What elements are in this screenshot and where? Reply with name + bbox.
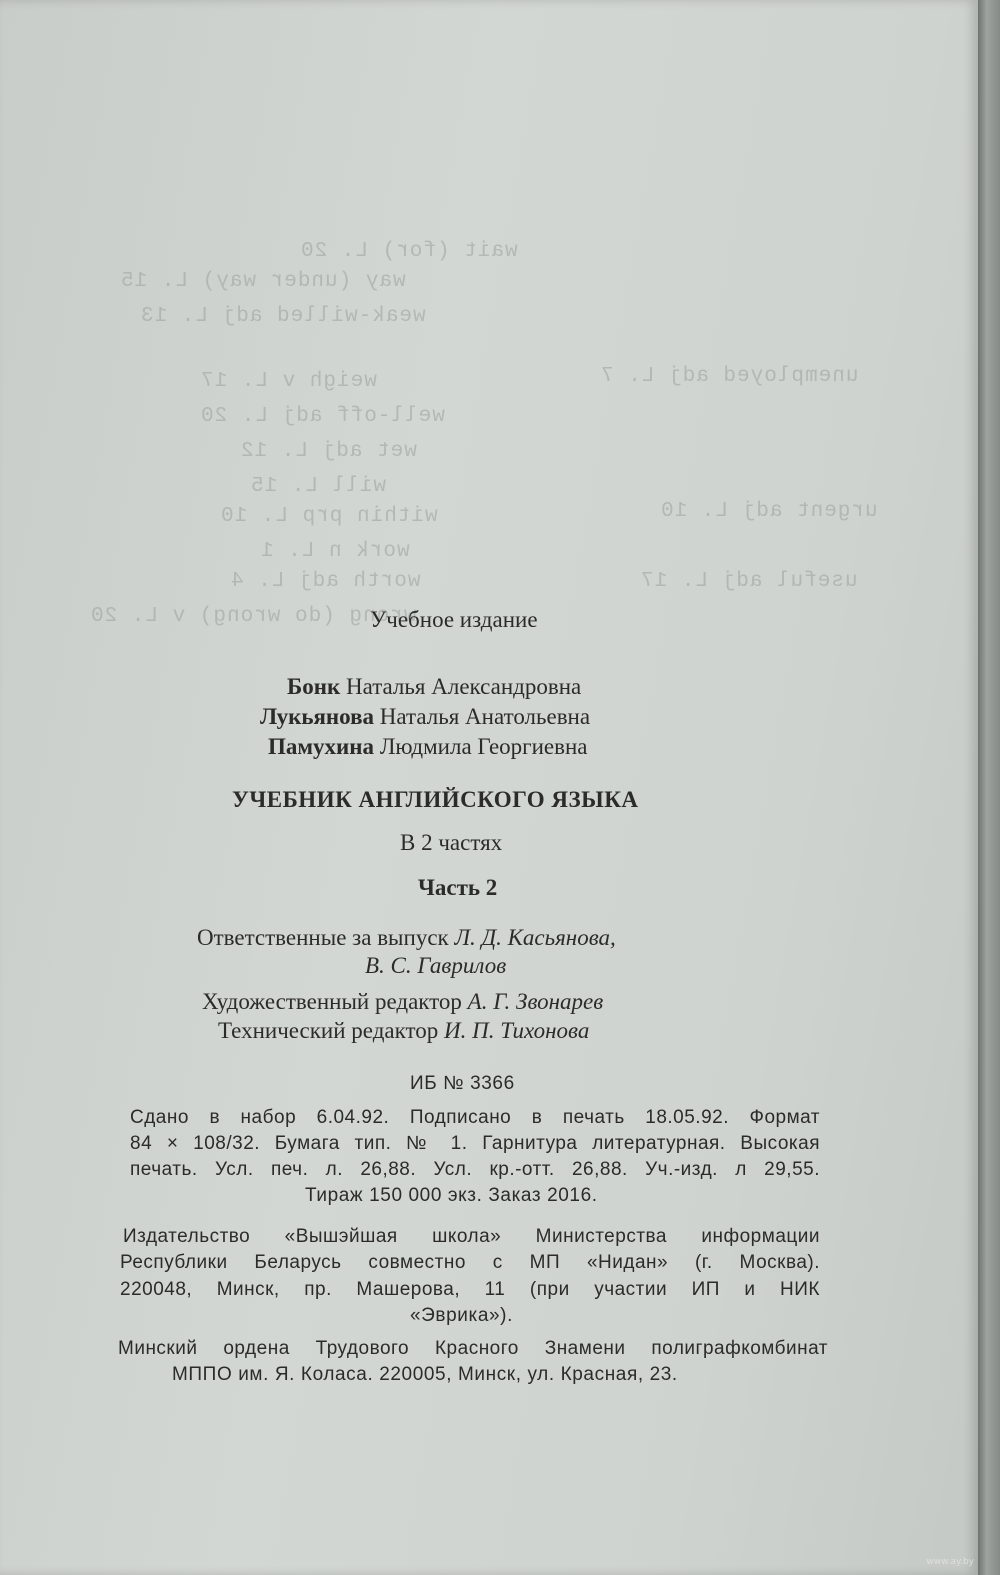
responsible-person: Л. Д. Касьянова, (454, 925, 616, 950)
parts-note: В 2 частях (400, 830, 503, 855)
show-through-text: will L. 15 (250, 475, 387, 498)
responsible-person: В. С. Гаврилов (365, 953, 507, 978)
page-edge (978, 0, 1000, 1575)
author-names: Наталья Александровна (345, 674, 582, 699)
author-names: Людмила Георгиевна (379, 734, 588, 759)
author-1 (287, 674, 581, 700)
show-through-text: way (under way) L. 15 (120, 270, 406, 293)
print-details-line: печать. Усл. печ. л. 26,88. Усл. кр.-отт. 26,88. Уч.-изд. л 29,55. (130, 1159, 820, 1180)
part-number: Часть 2 (418, 875, 498, 900)
publisher-line: Республики Беларусь совместно с МП «Нидан» (г. Москва). (120, 1252, 820, 1273)
art-editor-label: Художественный редактор (202, 989, 462, 1014)
print-details-line: Сдано в набор 6.04.92. Подписано в печать 18.05.92. Формат (130, 1107, 820, 1128)
show-through-text: wet adj L. 12 (240, 440, 417, 463)
show-through-text: work n L. 1 (260, 540, 410, 563)
tech-editor-name: И. П. Тихонова (443, 1018, 590, 1043)
tech-editor-label: Технический редактор (218, 1018, 439, 1043)
show-through-text: urgent adj L. 10 (660, 500, 878, 523)
publisher-line: 220048, Минск, пр. Машерова, 11 (при участии ИП и НИК (120, 1279, 820, 1300)
show-through-text: wait (for) L. 20 (300, 240, 518, 263)
show-through-text: weak-willed adj L. 13 (140, 305, 426, 328)
show-through-text: unemployed adj L. 7 (600, 365, 859, 388)
show-through-text: worth adj L. 4 (230, 570, 421, 593)
show-through-text: weigh v L. 17 (200, 370, 377, 393)
show-through-text: wrong (do wrong) v L. 20 (90, 605, 417, 628)
author-names: Наталья Анатольевна (379, 704, 591, 729)
print-details-line: 84 × 108/32. Бумага тип. № 1. Гарнитура литературная. Высокая (130, 1133, 820, 1154)
author-surname: Лукьянова (260, 704, 375, 729)
site-watermark: www.ay.by (926, 1557, 974, 1567)
author-surname: Бонк (287, 674, 341, 699)
circulation: Тираж 150 000 экз. Заказ 2016. (305, 1185, 598, 1206)
tech-editor-line (218, 1018, 589, 1044)
publisher-end: «Эврика»). (410, 1305, 513, 1326)
printer-line: Минский ордена Трудового Красного Знамени полиграфкомбинат (118, 1338, 828, 1359)
book-title: УЧЕБНИК АНГЛИЙСКОГО ЯЗЫКА (232, 787, 639, 812)
author-2 (260, 704, 590, 730)
art-editor-name: А. Г. Звонарев (467, 989, 604, 1014)
show-through-text: well-off adj L. 20 (200, 405, 445, 428)
ib-number: ИБ № 3366 (410, 1073, 515, 1094)
edition-type: Учебное издание (370, 607, 538, 632)
show-through-text: within prp L. 10 (220, 505, 438, 528)
responsible-label: Ответственные за выпуск (197, 925, 449, 950)
author-surname: Памухина (268, 734, 375, 759)
printer-line: МППО им. Я. Коласа. 220005, Минск, ул. Красная, 23. (172, 1364, 678, 1385)
art-editor-line (202, 989, 603, 1015)
publisher-line: Издательство «Вышэйшая школа» Министерства информации (123, 1226, 820, 1247)
responsible-line-1 (197, 925, 616, 951)
show-through-text: useful adj L. 17 (640, 570, 858, 593)
author-3 (268, 734, 588, 760)
